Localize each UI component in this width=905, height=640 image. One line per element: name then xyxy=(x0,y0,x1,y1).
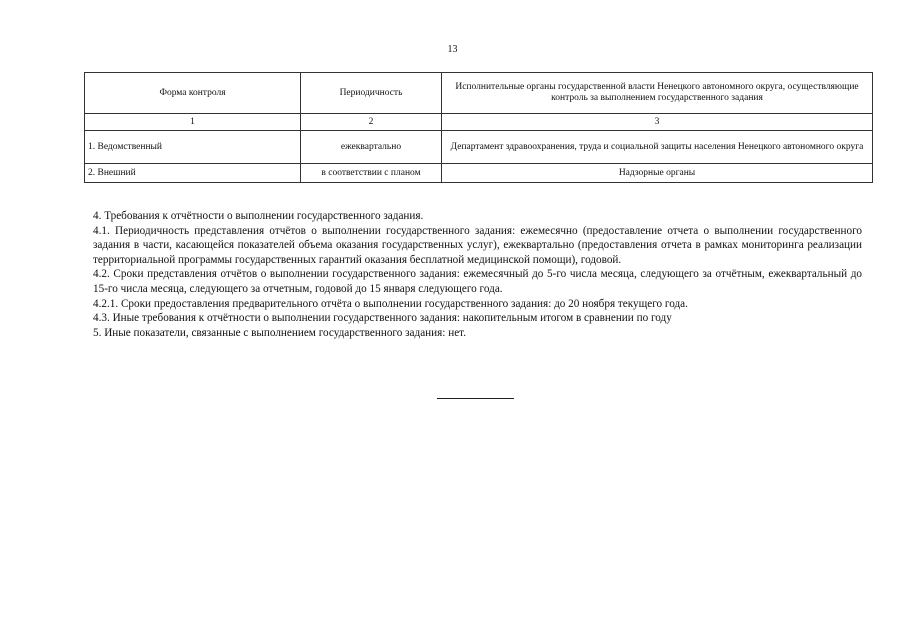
cell-form: 2. Внешний xyxy=(85,164,301,183)
column-number: 3 xyxy=(442,114,873,131)
paragraph: 4. Требования к отчётности о выполнении государственного задания. xyxy=(93,210,424,222)
reporting-requirements-text xyxy=(93,209,862,340)
table-column-numbers-row xyxy=(85,114,873,131)
paragraph: 4.3. Иные требования к отчётности о выполнении государственного задания: накопительным итогом в сравнении по году xyxy=(93,312,672,325)
header-authorities: Исполнительные органы государственной власти Ненецкого автономного округа, осуществляющие контроль за выполнением государственного задания xyxy=(442,73,873,114)
control-table xyxy=(84,72,873,183)
table-row xyxy=(85,164,873,183)
column-number: 1 xyxy=(85,114,301,131)
table-row xyxy=(85,131,873,164)
header-periodicity: Периодичность xyxy=(301,73,442,114)
header-control-form: Форма контроля xyxy=(85,73,301,114)
page-number: 13 xyxy=(447,44,458,55)
cell-form: 1. Ведомственный xyxy=(85,131,301,164)
cell-periodicity: в соответствии с планом xyxy=(301,164,442,183)
table-header-row xyxy=(85,73,873,114)
paragraph: 5. Иные показатели, связанные с выполнением государственного задания: нет. xyxy=(93,326,466,339)
cell-periodicity: ежеквартально xyxy=(301,131,442,164)
paragraph: 4.1. Периодичность представления отчётов о выполнении государственного задания: ежемесячно (предоставление отчета о выполнении государственного задания в части, касающейся показателей объема оказания государственных услуг), ежеквартально (предоставления отчета в рамках мониторинга реализации территориальной программы государственных гарантий оказания бесплатной медицинской помощи), годовой. xyxy=(93,224,862,266)
cell-authority: Надзорные органы xyxy=(442,164,873,183)
paragraph: 4.2.1. Сроки предоставления предварительного отчёта о выполнении государственного задания: до 20 ноября текущего года. xyxy=(93,297,688,310)
end-divider-line xyxy=(437,398,514,399)
cell-authority: Департамент здравоохранения, труда и социальной защиты населения Ненецкого автономного округа xyxy=(442,131,873,164)
column-number: 2 xyxy=(301,114,442,131)
paragraph: 4.2. Сроки представления отчётов о выполнении государственного задания: ежемесячный до 5-го числа месяца, следующего за отчётным, ежеквартальный до 15-го числа месяца, следующего за отчетным, годовой до 15 января следующего года. xyxy=(93,268,862,295)
